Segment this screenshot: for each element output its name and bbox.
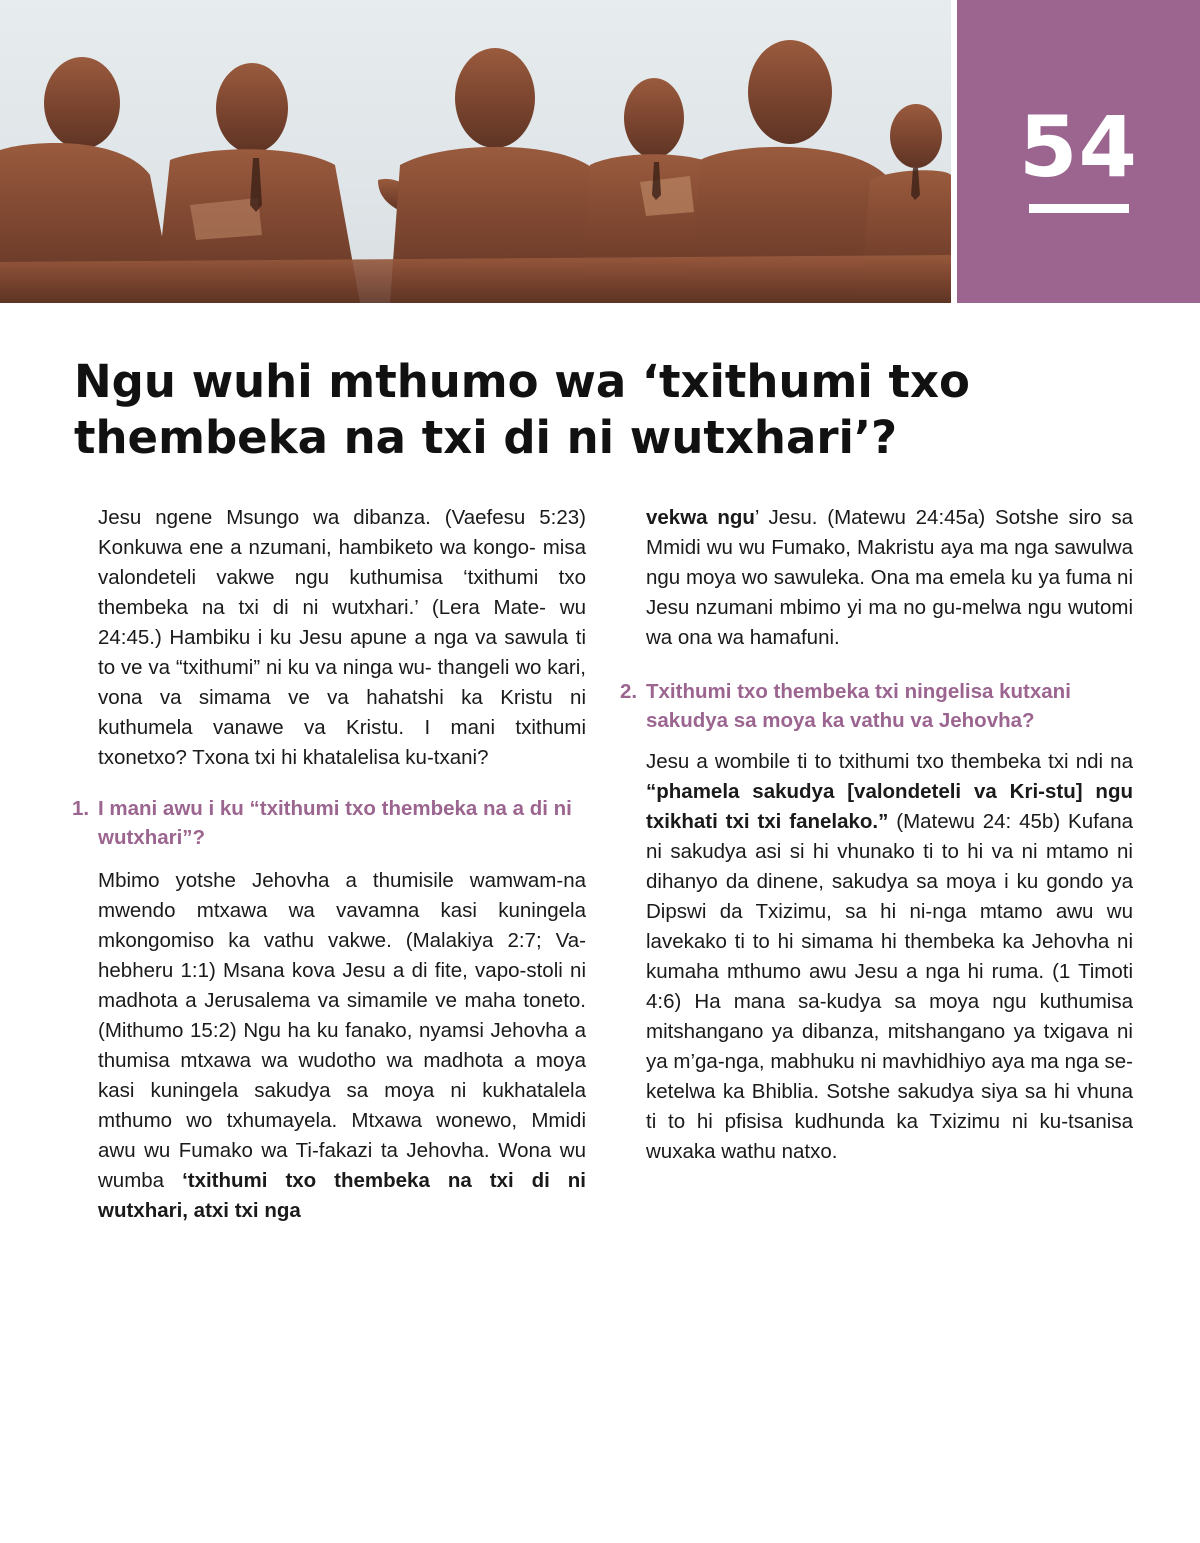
page-title: Ngu wuhi mthumo wa ‘txithumi txo thembeka na txi di ni wutxhari’? [74,355,970,464]
answer-1-continued: vekwa ngu’ Jesu. (Matewu 24:45a) Sotshe siro sa Mmidi wu wu Fumako, Makristu aya ma nga sawulwa ngu moya wo sawuleka. Ona ma emela ku ya fuma ni Jesu nzumani mbimo yi ma no gu-melwa ngu wutomi wa ona wa hamafuni. [646,506,1134,649]
header-illustration [0,0,951,303]
question-2 [620,677,1133,735]
question-1-number: 1. [72,797,90,820]
bold-quote-2: “phamela sakudya [valondeteli va Kri-stu] ngu txikhati txi txi fanelako.” [646,780,1133,833]
bold-quote: ‘txithumi txo thembeka na txi di ni wutxhari, atxi txi nga [98,1169,587,1222]
right-column [620,503,1134,1167]
intro-paragraph: Jesu ngene Msungo wa dibanza. (Vaefesu 5:23) Konkuwa ene a nzumani, hambiketo wa kongo- misa valondeteli vakwe ngu kuthumisa ‘txithumi txo thembeka na txi di ni wutxhari.’ (Lera Mate- wu 24:45.) Hambiku i ku Jesu apune a nga va sawula ti to ve va “txithumi” ni ku va ninga wu- thangeli wo kari, vona va simama ve va hahatshi ka Kristu ni kuthumela vanawe va Kristu. I mani txithumi txonetxo? Txona txi hi khatalelisa ku-txani? [98,506,586,769]
answer-2-paragraph: Jesu a wombile ti to txithumi txo thembeka txi ndi na “phamela sakudya [valondeteli va Kri-stu] ngu txikhati txi txi fanelako.” (Matewu 24: 45b) Kufana ni sakudya asi si hi vhunako ti to hi va ni mtamo ni dihanyo da dinene, sakudya sa moya i ku gondo ya Dipswi da Txizimu, sa hi ni-nga mtamo awu wu lavekako ti to hi simama hi thembeka ka Jehovha ni kumaha mthumo awu Jesu a nga hi ruma. (1 Timoti 4:6) Ha mana sa-kudya sa moya ngu kuthumisa mitshangano ya dibanza, mitshangano ya txigava ni ya m’ga-nga, mabhuku ni mavhidhiyo aya ma nga se-ketelwa ka Bhiblia. Sotshe sakudya siya sa hi vhuna ti to hi pfisisa kudhunda ka Txizimu ni ku-tsanisa wuxaka wathu natxo. [646,750,1134,1163]
question-1 [72,794,586,852]
men-at-table-silhouette [0,0,951,303]
bold-quote-end: vekwa ngu [646,506,755,529]
chapter-rule [1029,204,1129,213]
chapter-number: 54 [1019,98,1138,196]
answer-1-paragraph: Mbimo yotshe Jehovha a thumisile wamwam-na mwendo mtxawa wa vavamna kasi kuningela mkongomiso ka vathu vakwe. (Malakiya 2:7; Va-hebheru 1:1) Msana kova Jesu a di fite, vapo-stoli ni madhota a Jerusalema va simamile ve maha toneto. (Mithumo 15:2) Ngu ha ku fanako, nyamsi Jehovha a thumisa mtxawa wa wudotho wa madhota a moya kasi kuningela sakudya sa moya ni kukhatalela mthumo wo txhumayela. Mtxawa wonewo, Mmidi awu wu Fumako wa Ti-fakazi ta Jehovha. Wona wu wumba ‘txithumi txo thembeka na txi di ni wutxhari, atxi txi nga [98,869,587,1222]
question-1-text: I mani awu i ku “txithumi txo thembeka na a di ni wutxhari”? [98,797,572,849]
left-column [72,503,587,1226]
question-2-text: Txithumi txo thembeka txi ningelisa kutxani sakudya sa moya ka vathu va Jehovha? [646,680,1071,732]
chapter-badge [957,0,1200,303]
question-2-number: 2. [620,680,638,703]
